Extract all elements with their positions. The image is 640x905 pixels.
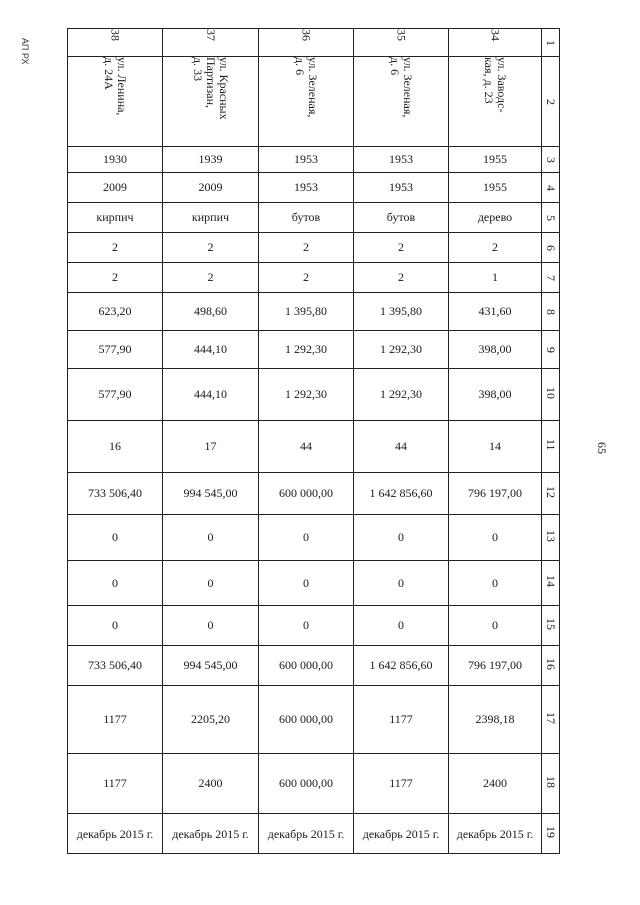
row-number-cell: 12	[542, 473, 560, 515]
data-cell: 44	[259, 421, 354, 473]
data-cell: бутов	[354, 203, 449, 233]
row-number-cell: 5	[542, 203, 560, 233]
data-cell: 0	[354, 515, 449, 561]
data-cell: 1177	[68, 754, 163, 814]
data-table	[67, 28, 560, 854]
table-row	[68, 233, 560, 263]
data-cell: 0	[354, 606, 449, 646]
data-cell: 2205,20	[163, 686, 259, 754]
data-cell: 600 000,00	[259, 754, 354, 814]
col-number-cell: 38	[68, 29, 163, 57]
col-number-cell: 35	[354, 29, 449, 57]
data-cell: 600 000,00	[259, 686, 354, 754]
row-number-cell: 13	[542, 515, 560, 561]
data-cell: 1	[449, 263, 542, 293]
data-cell: 0	[163, 515, 259, 561]
data-cell: 1953	[354, 173, 449, 203]
data-cell: 44	[354, 421, 449, 473]
table-row	[68, 561, 560, 606]
table-row	[68, 606, 560, 646]
address-cell: ул. Заводс- кая, д. 23	[449, 57, 542, 147]
data-cell: 0	[259, 606, 354, 646]
data-cell: 398,00	[449, 331, 542, 369]
data-cell: 0	[259, 561, 354, 606]
row-number-cell: 17	[542, 686, 560, 754]
row-number-cell: 3	[542, 147, 560, 173]
data-cell: 2	[68, 233, 163, 263]
table-row	[68, 369, 560, 421]
col-number-cell: 34	[449, 29, 542, 57]
data-cell: 0	[259, 515, 354, 561]
data-cell: 1 292,30	[354, 369, 449, 421]
data-cell: 1 292,30	[259, 369, 354, 421]
data-cell: 577,90	[68, 331, 163, 369]
col-number-cell: 36	[259, 29, 354, 57]
archive-mark: АП РХ	[20, 38, 30, 65]
table-row	[68, 754, 560, 814]
data-cell: 0	[449, 515, 542, 561]
row-number-cell: 4	[542, 173, 560, 203]
data-cell: 733 506,40	[68, 646, 163, 686]
data-cell: 498,60	[163, 293, 259, 331]
data-cell: 1953	[259, 147, 354, 173]
table-row	[68, 263, 560, 293]
table-row	[68, 814, 560, 854]
row-number-cell: 7	[542, 263, 560, 293]
data-cell: 0	[68, 606, 163, 646]
data-cell: 733 506,40	[68, 473, 163, 515]
data-cell: 1955	[449, 173, 542, 203]
row-number-cell: 1	[542, 29, 560, 57]
data-cell: 17	[163, 421, 259, 473]
data-cell: декабрь 2015 г.	[68, 814, 163, 854]
data-cell: декабрь 2015 г.	[354, 814, 449, 854]
table-row	[68, 421, 560, 473]
data-cell: 444,10	[163, 369, 259, 421]
data-cell: 1953	[259, 173, 354, 203]
data-cell: 0	[354, 561, 449, 606]
data-cell: 2	[259, 263, 354, 293]
row-number-cell: 11	[542, 421, 560, 473]
data-cell: 1930	[68, 147, 163, 173]
row-number-cell: 8	[542, 293, 560, 331]
data-cell: 398,00	[449, 369, 542, 421]
data-cell: 1 292,30	[259, 331, 354, 369]
table-row	[68, 686, 560, 754]
data-cell: кирпич	[68, 203, 163, 233]
data-cell: 623,20	[68, 293, 163, 331]
table-row	[68, 331, 560, 369]
data-cell: 1939	[163, 147, 259, 173]
data-cell: 994 545,00	[163, 473, 259, 515]
data-cell: декабрь 2015 г.	[163, 814, 259, 854]
data-cell: 2009	[68, 173, 163, 203]
data-cell: 796 197,00	[449, 473, 542, 515]
table-row	[68, 173, 560, 203]
data-cell: 2	[354, 263, 449, 293]
data-cell: 0	[449, 606, 542, 646]
data-cell: 1177	[354, 754, 449, 814]
row-number-cell: 18	[542, 754, 560, 814]
data-cell: 2398,18	[449, 686, 542, 754]
data-cell: 1 642 856,60	[354, 646, 449, 686]
table-row	[68, 293, 560, 331]
data-cell: 2400	[163, 754, 259, 814]
data-cell: декабрь 2015 г.	[259, 814, 354, 854]
data-cell: 2	[163, 233, 259, 263]
data-cell: 2009	[163, 173, 259, 203]
table-row	[68, 57, 560, 147]
data-cell: 0	[449, 561, 542, 606]
row-number-cell: 16	[542, 646, 560, 686]
table-row	[68, 646, 560, 686]
data-cell: 16	[68, 421, 163, 473]
row-number-cell: 2	[542, 57, 560, 147]
data-cell: 2	[68, 263, 163, 293]
data-cell: 2	[449, 233, 542, 263]
data-cell: 0	[68, 515, 163, 561]
data-cell: декабрь 2015 г.	[449, 814, 542, 854]
data-cell: кирпич	[163, 203, 259, 233]
address-cell: ул. Зеленая, д. 6	[354, 57, 449, 147]
data-cell: 1 642 856,60	[354, 473, 449, 515]
row-number-cell: 6	[542, 233, 560, 263]
data-cell: 444,10	[163, 331, 259, 369]
data-cell: 1 395,80	[354, 293, 449, 331]
data-cell: 1177	[68, 686, 163, 754]
data-cell: 0	[163, 606, 259, 646]
address-cell: ул. Зеленая, д. 6	[259, 57, 354, 147]
address-cell: ул. Ленина, д. 24А	[68, 57, 163, 147]
data-cell: 0	[68, 561, 163, 606]
data-cell: 600 000,00	[259, 473, 354, 515]
row-number-cell: 9	[542, 331, 560, 369]
data-cell: 14	[449, 421, 542, 473]
row-number-cell: 10	[542, 369, 560, 421]
data-cell: 1 292,30	[354, 331, 449, 369]
data-cell: 1 395,80	[259, 293, 354, 331]
data-cell: 796 197,00	[449, 646, 542, 686]
row-number-cell: 19	[542, 814, 560, 854]
data-cell: 600 000,00	[259, 646, 354, 686]
data-cell: 2	[163, 263, 259, 293]
col-number-cell: 37	[163, 29, 259, 57]
row-number-cell: 15	[542, 606, 560, 646]
page-number: 65	[595, 442, 609, 454]
data-cell: 1953	[354, 147, 449, 173]
data-cell: бутов	[259, 203, 354, 233]
table-row	[68, 203, 560, 233]
data-cell: 2	[259, 233, 354, 263]
data-cell: 1955	[449, 147, 542, 173]
data-cell: 1177	[354, 686, 449, 754]
table-row	[68, 29, 560, 57]
data-cell: 431,60	[449, 293, 542, 331]
table-row	[68, 473, 560, 515]
table-row	[68, 515, 560, 561]
data-cell: дерево	[449, 203, 542, 233]
data-cell: 577,90	[68, 369, 163, 421]
address-cell: ул. Красных Партизан, д. 33	[163, 57, 259, 147]
data-cell: 2400	[449, 754, 542, 814]
data-cell: 0	[163, 561, 259, 606]
table-row	[68, 147, 560, 173]
row-number-cell: 14	[542, 561, 560, 606]
data-cell: 2	[354, 233, 449, 263]
data-cell: 994 545,00	[163, 646, 259, 686]
